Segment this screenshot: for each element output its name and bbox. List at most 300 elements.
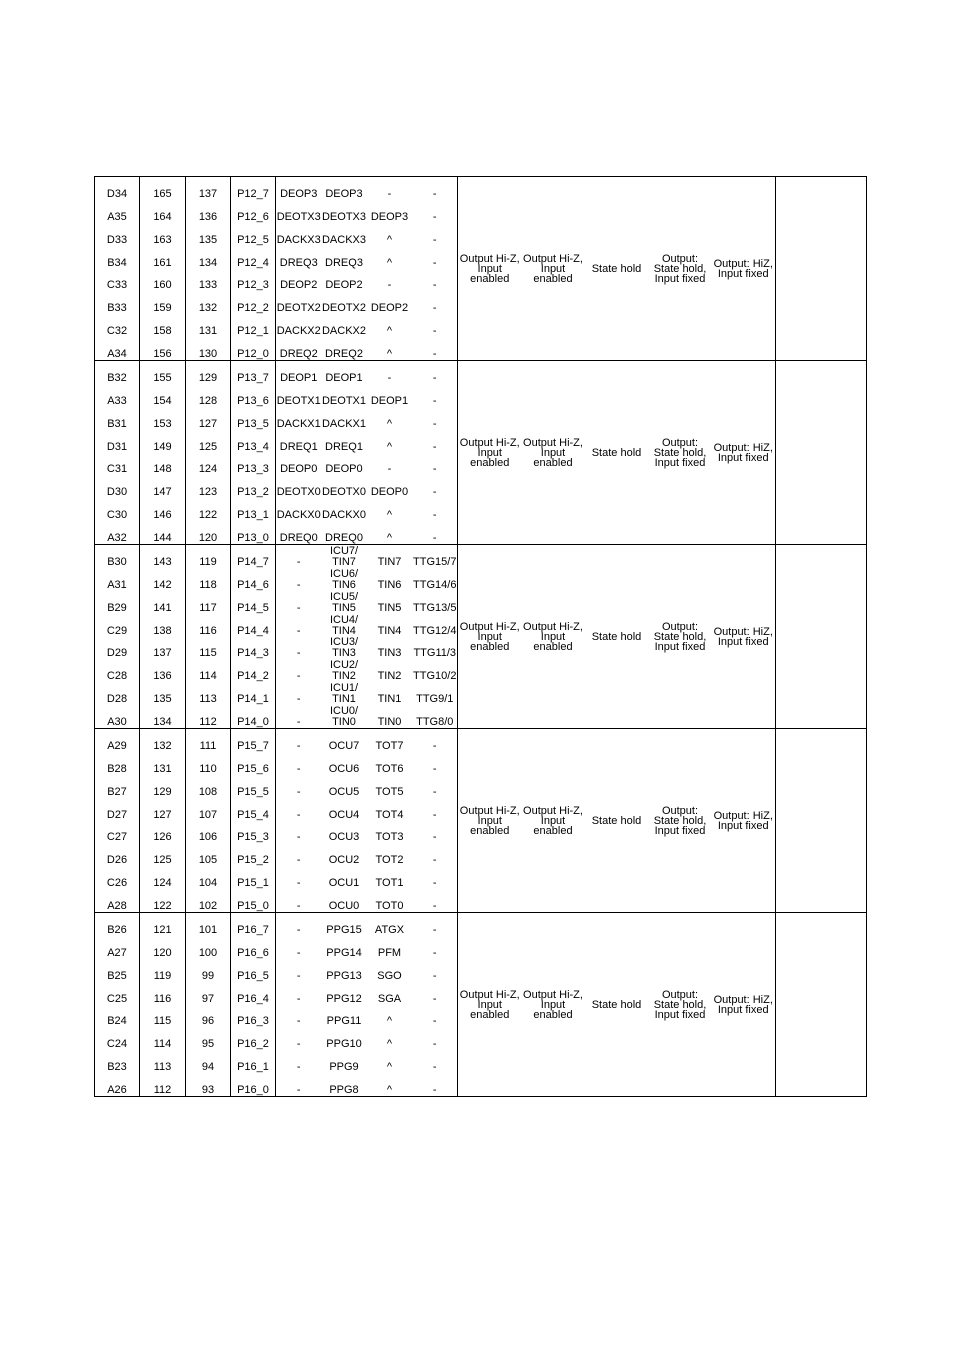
port-name-cell: P14_3 bbox=[231, 637, 276, 660]
cell-text-line: ICU4/ bbox=[329, 613, 359, 626]
function-4-cell: - bbox=[413, 866, 458, 889]
pin-no-b-cell: 125 bbox=[186, 430, 231, 453]
state-text-line: State hold, bbox=[653, 262, 707, 275]
state-text-line: Output Hi-Z, bbox=[459, 620, 520, 633]
function-3-cell: - bbox=[387, 463, 392, 476]
pin-no-a-cell: 113 bbox=[140, 1050, 186, 1073]
state-text-line: Output Hi-Z, bbox=[459, 804, 520, 817]
state-text-line: Input fixed bbox=[654, 1008, 706, 1021]
function-2-cell: DEOP3 bbox=[322, 177, 367, 200]
pin-no-a-cell: 127 bbox=[140, 798, 186, 821]
function-1-cell: - bbox=[296, 670, 301, 683]
function-3-cell: SGO bbox=[377, 969, 402, 982]
function-4-cell: - bbox=[413, 821, 458, 844]
state-text-line: Output: HiZ, bbox=[713, 441, 773, 454]
state-col-5 bbox=[712, 177, 776, 361]
function-3-cell: SGA bbox=[377, 992, 402, 1005]
state-text-line: Output: HiZ, bbox=[713, 625, 773, 638]
function-2-cell: PPG9 bbox=[329, 1061, 359, 1074]
state-text-line: Output: bbox=[661, 436, 699, 449]
ball-no-cell: B25 bbox=[95, 959, 140, 982]
pin-no-a-cell: 164 bbox=[140, 200, 186, 223]
state-text-line: Input fixed bbox=[654, 272, 706, 285]
pin-no-a-cell: 132 bbox=[140, 729, 186, 752]
state-col-4 bbox=[649, 913, 712, 1097]
function-1-cell: - bbox=[296, 877, 301, 890]
state-text-line: enabled bbox=[533, 824, 573, 837]
remarks-cell bbox=[776, 545, 867, 729]
function-4-cell: - bbox=[413, 361, 458, 384]
cell-text-line: TIN5 bbox=[332, 601, 356, 614]
table-row bbox=[95, 545, 867, 568]
pin-no-b-cell: 129 bbox=[186, 361, 231, 384]
ball-no-cell: B31 bbox=[95, 407, 140, 430]
state-col-5 bbox=[712, 361, 776, 545]
table-row bbox=[95, 729, 867, 752]
function-3-cell: ^ bbox=[386, 1015, 393, 1028]
pin-no-a-cell: 124 bbox=[140, 866, 186, 889]
function-2-cell: DEOTX1 bbox=[321, 394, 366, 407]
function-2-cell: OCU6 bbox=[328, 762, 360, 775]
pin-no-a-cell: 115 bbox=[140, 1005, 186, 1028]
state-col-1 bbox=[458, 913, 522, 1097]
function-1-cell: DACKX1 bbox=[276, 417, 321, 430]
cell-text-line: ICU0/ bbox=[329, 705, 359, 717]
function-1-cell: - bbox=[296, 762, 301, 775]
function-1-cell: - bbox=[296, 854, 301, 867]
remarks-cell bbox=[776, 177, 867, 361]
function-4-cell: TTG15/7 bbox=[413, 545, 458, 568]
function-2-cell: OCU2 bbox=[328, 854, 360, 867]
port-name-cell: P12_0 bbox=[231, 337, 276, 360]
state-text-line: Input bbox=[477, 630, 502, 643]
cell-text-line: ICU2/ bbox=[329, 659, 359, 672]
pin-no-a-cell: 126 bbox=[140, 821, 186, 844]
function-4-cell: TTG10/2 bbox=[413, 659, 458, 682]
cell-text-line: TIN1 bbox=[332, 693, 356, 706]
port-name-cell: P15_7 bbox=[231, 729, 276, 752]
state-col-4 bbox=[649, 177, 712, 361]
state-text-line: Output: bbox=[661, 804, 699, 817]
pin-no-a-cell: 148 bbox=[140, 453, 186, 476]
function-2-cell: PPG13 bbox=[326, 969, 362, 982]
state-text-line: enabled bbox=[470, 272, 510, 285]
port-name-cell: P12_5 bbox=[231, 223, 276, 246]
state-text-line: Input bbox=[540, 446, 566, 459]
port-name-cell: P13_2 bbox=[231, 475, 276, 498]
pin-no-b-cell: 108 bbox=[186, 775, 231, 798]
state-text-line: Input fixed bbox=[654, 456, 706, 469]
function-4-cell: - bbox=[413, 223, 458, 246]
state-col-3 bbox=[585, 177, 649, 361]
function-2-cell: DACKX3 bbox=[321, 233, 367, 246]
function-2-cell bbox=[322, 614, 367, 637]
function-1-cell: - bbox=[276, 1073, 322, 1096]
state-text-line: Output Hi-Z, bbox=[459, 252, 520, 265]
function-2-cell: OCU4 bbox=[328, 808, 360, 821]
function-3-cell: PFM bbox=[377, 946, 402, 959]
state-col-2 bbox=[522, 913, 585, 1097]
function-2-cell: PPG11 bbox=[326, 1015, 362, 1028]
state-col-3 bbox=[585, 361, 649, 545]
pin-no-a-cell: 143 bbox=[140, 545, 186, 568]
pin-no-a-cell: 125 bbox=[140, 843, 186, 866]
cell-text-line: TIN7 bbox=[332, 555, 356, 568]
function-1-cell: DREQ3 bbox=[279, 256, 318, 269]
state-text-line: State hold, bbox=[653, 630, 707, 643]
function-1-cell: DACKX2 bbox=[276, 325, 321, 338]
function-1-cell: DREQ2 bbox=[276, 337, 322, 360]
function-3-cell: TOT1 bbox=[375, 877, 404, 890]
pin-no-b-cell: 107 bbox=[186, 798, 231, 821]
function-4-cell: - bbox=[413, 775, 458, 798]
port-name-cell: P15_4 bbox=[231, 798, 276, 821]
ball-no-cell: C30 bbox=[95, 498, 140, 521]
state-text-line: Input bbox=[477, 814, 502, 827]
state-col-4 bbox=[649, 361, 712, 545]
pin-no-b-cell: 131 bbox=[186, 314, 231, 337]
function-1-cell: - bbox=[296, 624, 301, 637]
function-4-cell: - bbox=[413, 430, 458, 453]
pin-no-a-cell: 135 bbox=[140, 682, 186, 705]
pin-no-b-cell: 104 bbox=[186, 866, 231, 889]
remarks-cell bbox=[776, 913, 867, 1097]
pin-no-a-cell: 116 bbox=[140, 982, 186, 1005]
cell-text-line: ICU6/ bbox=[329, 567, 359, 580]
function-4-cell: - bbox=[413, 1050, 458, 1073]
pin-no-a-cell: 112 bbox=[140, 1073, 186, 1096]
ball-no-cell: C28 bbox=[95, 659, 140, 682]
function-3-cell: - bbox=[387, 279, 392, 292]
pin-no-a-cell: 122 bbox=[140, 889, 186, 912]
function-2-cell: PPG15 bbox=[322, 913, 367, 936]
function-4-cell: TTG8/0 bbox=[413, 705, 458, 728]
function-4-cell: - bbox=[413, 889, 458, 912]
state-col-5 bbox=[712, 913, 776, 1097]
function-1-cell: DREQ0 bbox=[276, 521, 322, 544]
function-3-cell: TOT7 bbox=[367, 729, 413, 752]
state-col-4 bbox=[649, 729, 712, 913]
pin-no-b-cell: 120 bbox=[186, 521, 231, 544]
pin-no-b-cell: 127 bbox=[186, 407, 231, 430]
port-name-cell: P12_7 bbox=[231, 177, 276, 200]
function-1-cell: DEOTX2 bbox=[276, 302, 321, 315]
pin-no-b-cell: 136 bbox=[186, 200, 231, 223]
state-text-line: Input fixed bbox=[654, 640, 706, 653]
function-1-cell: - bbox=[296, 1061, 301, 1074]
pin-no-b-cell: 118 bbox=[186, 568, 231, 591]
pin-no-b-cell: 99 bbox=[186, 959, 231, 982]
state-text-line: State hold, bbox=[653, 446, 707, 459]
cell-text-line: TIN2 bbox=[332, 670, 356, 683]
state-col-2 bbox=[522, 361, 585, 545]
function-4-cell: - bbox=[413, 1027, 458, 1050]
ball-no-cell: B28 bbox=[95, 752, 140, 775]
state-text-line: Input bbox=[477, 998, 502, 1011]
cell-text-line: TIN0 bbox=[332, 716, 356, 728]
state-text-line: enabled bbox=[470, 456, 510, 469]
pin-no-b-cell: 105 bbox=[186, 843, 231, 866]
state-text-line: State hold bbox=[591, 262, 642, 275]
function-2-cell: PPG8 bbox=[322, 1073, 367, 1096]
function-4-cell: - bbox=[413, 453, 458, 476]
pin-no-a-cell: 144 bbox=[140, 521, 186, 544]
state-text-line: State hold, bbox=[653, 814, 707, 827]
port-name-cell: P16_2 bbox=[231, 1027, 276, 1050]
function-4-cell: - bbox=[413, 752, 458, 775]
function-3-cell: DEOP1 bbox=[370, 394, 409, 407]
port-name-cell: P16_0 bbox=[231, 1073, 276, 1096]
state-text-line: enabled bbox=[470, 640, 510, 653]
pin-no-a-cell: 120 bbox=[140, 936, 186, 959]
pin-no-b-cell: 110 bbox=[186, 752, 231, 775]
function-2-cell: DEOTX3 bbox=[321, 210, 366, 223]
function-1-cell: - bbox=[296, 946, 301, 959]
function-3-cell: - bbox=[367, 361, 413, 384]
function-1-cell: - bbox=[296, 831, 301, 844]
function-3-cell: ^ bbox=[367, 337, 413, 360]
function-4-cell: - bbox=[413, 936, 458, 959]
function-1-cell: - bbox=[296, 693, 301, 706]
ball-no-cell: D27 bbox=[95, 798, 140, 821]
function-1-cell: - bbox=[296, 785, 301, 798]
function-4-cell: - bbox=[413, 200, 458, 223]
pin-no-a-cell: 160 bbox=[140, 269, 186, 292]
state-col-3 bbox=[585, 729, 649, 913]
pin-no-b-cell: 122 bbox=[186, 498, 231, 521]
state-text-line: State hold bbox=[591, 630, 642, 643]
pin-no-b-cell: 93 bbox=[186, 1073, 231, 1096]
ball-no-cell: A33 bbox=[95, 384, 140, 407]
state-col-1 bbox=[458, 545, 522, 729]
state-text-line: Output Hi-Z, bbox=[459, 436, 520, 449]
state-col-2 bbox=[522, 729, 585, 913]
port-name-cell: P12_4 bbox=[231, 246, 276, 269]
function-2-cell: DACKX1 bbox=[321, 417, 367, 430]
function-2-cell: OCU0 bbox=[322, 889, 367, 912]
state-text-line: Input fixed bbox=[654, 824, 706, 837]
pin-no-a-cell: 158 bbox=[140, 314, 186, 337]
pin-no-b-cell: 114 bbox=[186, 659, 231, 682]
function-2-cell bbox=[322, 705, 367, 728]
function-3-cell: ^ bbox=[386, 325, 393, 338]
pin-no-b-cell: 100 bbox=[186, 936, 231, 959]
ball-no-cell: A28 bbox=[95, 889, 140, 912]
ball-no-cell: A32 bbox=[95, 521, 140, 544]
port-name-cell: P16_3 bbox=[231, 1005, 276, 1028]
pin-no-a-cell: 129 bbox=[140, 775, 186, 798]
function-2-cell: PPG10 bbox=[326, 1038, 362, 1051]
function-1-cell: DEOTX3 bbox=[276, 210, 321, 223]
port-name-cell: P15_3 bbox=[231, 821, 276, 844]
function-3-cell: TIN4 bbox=[377, 624, 402, 637]
function-2-cell bbox=[322, 591, 367, 614]
remarks-cell bbox=[776, 729, 867, 913]
function-2-cell: DEOTX0 bbox=[321, 486, 366, 499]
ball-no-cell: B30 bbox=[95, 545, 140, 568]
pin-no-a-cell: 156 bbox=[140, 337, 186, 360]
pin-no-b-cell: 137 bbox=[186, 177, 231, 200]
state-text-line: Input bbox=[477, 262, 502, 275]
ball-no-cell: C24 bbox=[95, 1027, 140, 1050]
ball-no-cell: C27 bbox=[95, 821, 140, 844]
ball-no-cell: C31 bbox=[95, 453, 140, 476]
ball-no-cell: B29 bbox=[95, 591, 140, 614]
table-row bbox=[95, 913, 867, 936]
function-3-cell: TOT5 bbox=[375, 785, 404, 798]
pin-no-b-cell: 96 bbox=[186, 1005, 231, 1028]
state-text-line: Output: bbox=[661, 620, 699, 633]
function-1-cell: DEOP3 bbox=[276, 177, 322, 200]
pin-no-b-cell: 133 bbox=[186, 269, 231, 292]
function-1-cell: DEOTX0 bbox=[276, 486, 321, 499]
function-1-cell: - bbox=[276, 889, 322, 912]
pin-no-b-cell: 112 bbox=[186, 705, 231, 728]
state-text-line: Input fixed bbox=[717, 267, 769, 280]
ball-no-cell: D30 bbox=[95, 475, 140, 498]
ball-no-cell: D28 bbox=[95, 682, 140, 705]
ball-no-cell: D29 bbox=[95, 637, 140, 660]
table-row bbox=[95, 361, 867, 384]
function-2-cell bbox=[322, 568, 367, 591]
state-col-2 bbox=[522, 545, 585, 729]
state-text-line: Output: bbox=[661, 252, 699, 265]
state-col-1 bbox=[458, 177, 522, 361]
pin-no-b-cell: 119 bbox=[186, 545, 231, 568]
function-4-cell: - bbox=[413, 384, 458, 407]
state-text-line: enabled bbox=[470, 824, 510, 837]
function-2-cell bbox=[322, 682, 367, 705]
ball-no-cell: C33 bbox=[95, 269, 140, 292]
state-text-line: Input bbox=[540, 998, 566, 1011]
pin-no-a-cell: 136 bbox=[140, 659, 186, 682]
function-3-cell: ^ bbox=[386, 440, 393, 453]
function-4-cell: - bbox=[413, 1005, 458, 1028]
pin-no-b-cell: 106 bbox=[186, 821, 231, 844]
state-col-3 bbox=[585, 913, 649, 1097]
ball-no-cell: B34 bbox=[95, 246, 140, 269]
function-3-cell: TIN0 bbox=[367, 705, 413, 728]
ball-no-cell: A34 bbox=[95, 337, 140, 360]
port-name-cell: P12_3 bbox=[231, 269, 276, 292]
pin-no-b-cell: 130 bbox=[186, 337, 231, 360]
state-text-line: Output Hi-Z, bbox=[459, 988, 520, 1001]
table-body bbox=[95, 177, 867, 1097]
state-text-line: Input fixed bbox=[717, 451, 769, 464]
port-name-cell: P12_6 bbox=[231, 200, 276, 223]
function-3-cell: TOT6 bbox=[375, 762, 404, 775]
function-1-cell: - bbox=[296, 1038, 301, 1051]
function-1-cell: DACKX3 bbox=[276, 233, 321, 246]
ball-no-cell: D31 bbox=[95, 430, 140, 453]
state-text-line: enabled bbox=[533, 272, 573, 285]
function-2-cell bbox=[322, 637, 367, 660]
function-1-cell: DACKX0 bbox=[276, 509, 321, 522]
pin-no-a-cell: 137 bbox=[140, 637, 186, 660]
state-col-2 bbox=[522, 177, 585, 361]
function-4-cell: TTG12/4 bbox=[413, 614, 458, 637]
port-name-cell: P16_7 bbox=[231, 913, 276, 936]
port-name-cell: P12_1 bbox=[231, 314, 276, 337]
state-text-line: Input fixed bbox=[717, 1003, 769, 1016]
port-name-cell: P15_1 bbox=[231, 866, 276, 889]
state-col-1 bbox=[458, 361, 522, 545]
function-4-cell: - bbox=[413, 798, 458, 821]
function-1-cell: - bbox=[296, 808, 301, 821]
port-name-cell: P14_4 bbox=[231, 614, 276, 637]
state-text-line: Output Hi-Z, bbox=[523, 252, 583, 265]
pin-no-b-cell: 115 bbox=[186, 637, 231, 660]
port-name-cell: P13_5 bbox=[231, 407, 276, 430]
pin-no-a-cell: 121 bbox=[140, 913, 186, 936]
function-3-cell: TIN7 bbox=[367, 545, 413, 568]
function-3-cell: ^ bbox=[386, 417, 393, 430]
ball-no-cell: B24 bbox=[95, 1005, 140, 1028]
function-4-cell: - bbox=[413, 521, 458, 544]
function-1-cell: - bbox=[296, 992, 301, 1005]
state-text-line: State hold bbox=[591, 446, 642, 459]
function-2-cell: DEOTX2 bbox=[321, 302, 366, 315]
pin-no-a-cell: 149 bbox=[140, 430, 186, 453]
function-1-cell: - bbox=[276, 913, 322, 936]
ball-no-cell: A30 bbox=[95, 705, 140, 728]
state-text-line: Output Hi-Z, bbox=[523, 988, 583, 1001]
function-1-cell: - bbox=[296, 969, 301, 982]
pin-no-a-cell: 114 bbox=[140, 1027, 186, 1050]
ball-no-cell: C25 bbox=[95, 982, 140, 1005]
function-3-cell: TIN5 bbox=[377, 601, 402, 614]
state-text-line: enabled bbox=[533, 456, 573, 469]
function-3-cell: TOT3 bbox=[375, 831, 404, 844]
function-2-cell: DEOP0 bbox=[325, 463, 363, 476]
function-1-cell: - bbox=[296, 647, 301, 660]
function-1-cell: DEOTX1 bbox=[276, 394, 321, 407]
function-1-cell: DEOP0 bbox=[280, 463, 318, 476]
port-name-cell: P13_3 bbox=[231, 453, 276, 476]
state-text-line: Output: bbox=[661, 988, 699, 1001]
function-4-cell: - bbox=[413, 913, 458, 936]
state-text-line: Output Hi-Z, bbox=[523, 436, 583, 449]
port-name-cell: P14_1 bbox=[231, 682, 276, 705]
function-3-cell: DEOP2 bbox=[370, 302, 409, 315]
cell-text-line: ICU3/ bbox=[329, 636, 359, 649]
ball-no-cell: B33 bbox=[95, 291, 140, 314]
ball-no-cell: B23 bbox=[95, 1050, 140, 1073]
function-3-cell: DEOP3 bbox=[370, 210, 409, 223]
pin-no-a-cell: 161 bbox=[140, 246, 186, 269]
port-name-cell: P12_2 bbox=[231, 291, 276, 314]
ball-no-cell: A29 bbox=[95, 729, 140, 752]
port-name-cell: P13_7 bbox=[231, 361, 276, 384]
function-4-cell: TTG9/1 bbox=[413, 682, 458, 705]
pin-no-b-cell: 111 bbox=[186, 729, 231, 752]
function-2-cell: OCU1 bbox=[328, 877, 360, 890]
pin-no-b-cell: 116 bbox=[186, 614, 231, 637]
pin-no-a-cell: 163 bbox=[140, 223, 186, 246]
function-4-cell: - bbox=[413, 843, 458, 866]
function-2-cell: DREQ1 bbox=[325, 440, 363, 453]
ball-no-cell: B32 bbox=[95, 361, 140, 384]
state-text-line: Output: HiZ, bbox=[713, 809, 773, 822]
function-3-cell: - bbox=[367, 177, 413, 200]
pin-no-a-cell: 141 bbox=[140, 591, 186, 614]
function-2-cell: DEOP2 bbox=[325, 279, 363, 292]
port-name-cell: P14_6 bbox=[231, 568, 276, 591]
state-text-line: enabled bbox=[533, 1008, 573, 1021]
table-row bbox=[95, 177, 867, 200]
state-col-5 bbox=[712, 545, 776, 729]
function-4-cell: TTG13/5 bbox=[413, 591, 458, 614]
